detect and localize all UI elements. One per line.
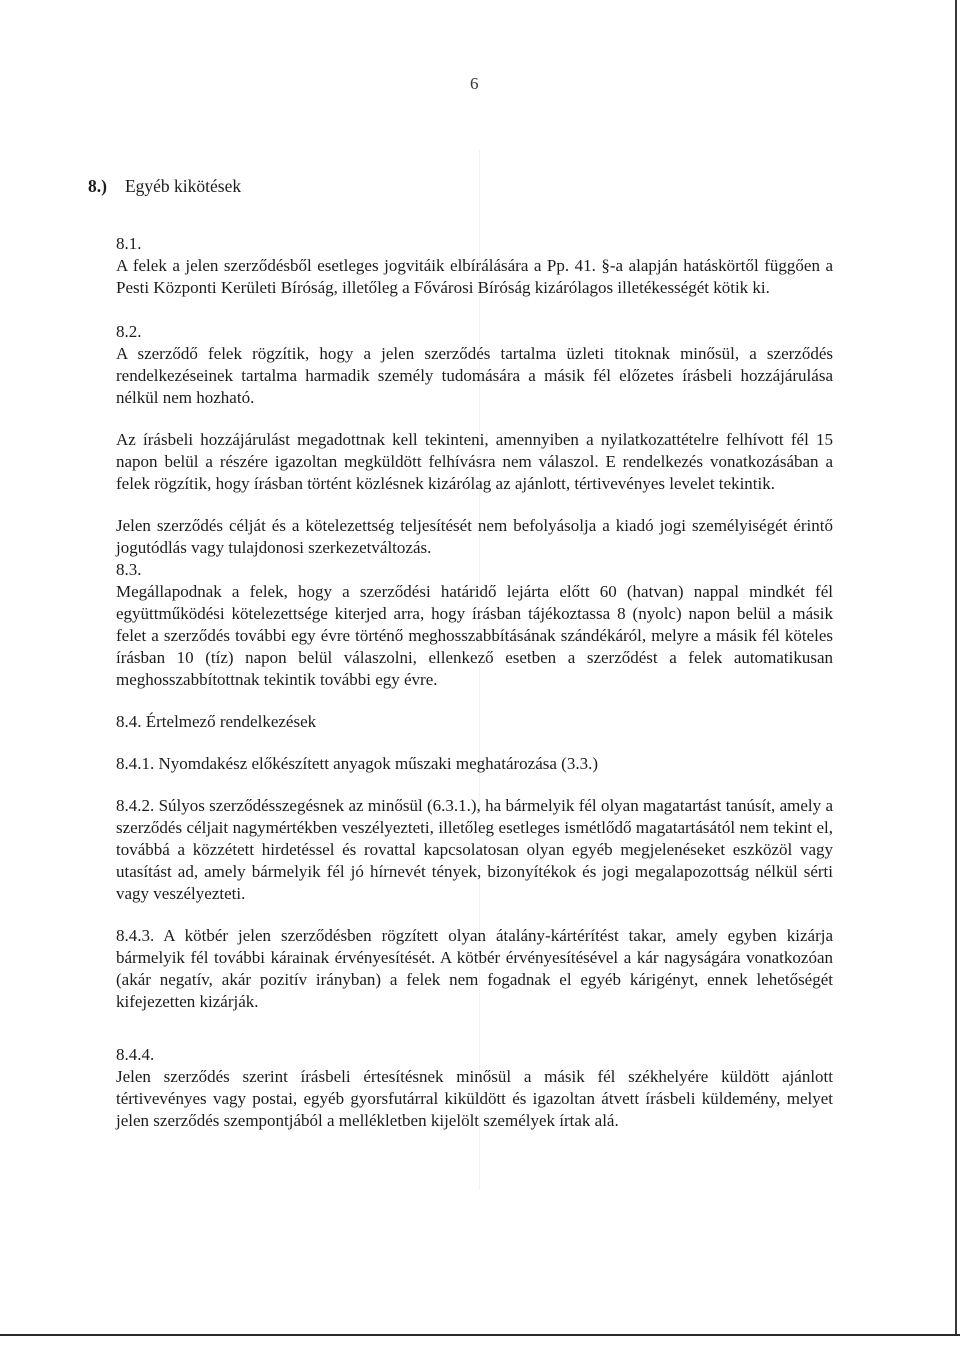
document-body: [116, 233, 833, 1132]
clause-8-4-3: 8.4.3. A kötbér jelen szerződésben rögzített olyan átalány-kártérítést takar, amely egyben kizárja bármelyik fél további kárainak érvényesítését. A kötbér érvényesítésével a kár nagyságára vonatkozóan (akár negatív, akár pozitív irányban) a felek nem fogadnak el egyéb kárigényt, ennek lehetőségét kifejezetten kizárják.: [116, 926, 833, 1011]
scan-bottom-edge: [0, 1334, 960, 1336]
clause-8-2-paragraph-3: Jelen szerződés célját és a kötelezettség teljesítését nem befolyásolja a kiadó jogi személyiségét érintő jogutódlás vagy tulajdonosi szerkezetváltozás.: [116, 516, 833, 557]
clause-8-3-label: 8.3.: [116, 560, 142, 579]
section-number: 8.): [88, 176, 107, 196]
section-heading: [88, 176, 241, 197]
clause-8-1-text: A felek a jelen szerződésből esetleges jogvitáik elbírálására a Pp. 41. §-a alapján hatáskörtől függően a Pesti Központi Kerületi Bíróság, illetőleg a Fővárosi Bíróság kizárólagos illetékességét kötik ki.: [116, 256, 833, 297]
scan-right-edge: [955, 0, 957, 1334]
section-title: Egyéb kikötések: [124, 176, 242, 196]
clause-8-4-heading: 8.4. Értelmező rendelkezések: [116, 712, 317, 731]
clause-8-2-label: 8.2.: [116, 322, 142, 341]
clause-8-4-4-label: 8.4.4.: [116, 1045, 155, 1064]
clause-8-4-4-text: Jelen szerződés szerint írásbeli értesítésnek minősül a másik fél székhelyére küldött ajánlott tértivevényes vagy postai, egyéb gyorsfutárral kiküldött és igazoltan átvett írásbeli küldemény, melyet jelen szerződés szempontjából a mellékletben kijelölt személyek írtak alá.: [116, 1067, 833, 1130]
page-number: 6: [470, 74, 479, 93]
clause-8-2-paragraph-1: A szerződő felek rögzítik, hogy a jelen szerződés tartalma üzleti titoknak minősül, a szerződés rendelkezéseinek tartalma harmadik személy tudomására a másik fél előzetes írásbeli hozzájárulása nélkül nem hozható.: [116, 344, 833, 407]
clause-8-2-paragraph-2: Az írásbeli hozzájárulást megadottnak kell tekinteni, amennyiben a nyilatkozattételre felhívott fél 15 napon belül a részére igazoltan megküldött felhívásra nem válaszol. E rendelkezés vonatkozásában a felek rögzítik, hogy írásban történt közlésnek kizárólag az ajánlott, tértivevényes levelet tekintik.: [116, 430, 833, 493]
clause-8-4-2: 8.4.2. Súlyos szerződésszegésnek az minősül (6.3.1.), ha bármelyik fél olyan magatartást tanúsít, amely a szerződés céljait nagymértékben veszélyezteti, illetőleg esetleges ismétlődő magatartásától nem tekint el, továbbá a közzétett hirdetéssel és rovattal kapcsolatosan olyan egyéb megjelenéseket eszközöl vagy utasítást ad, amely bármelyik fél jó hírnevét tények, bizonyítékok és jogi megalapozottság nélkül sérti vagy veszélyezteti.: [116, 796, 833, 903]
clause-8-3-text: Megállapodnak a felek, hogy a szerződési határidő lejárta előtt 60 (hatvan) nappal mindkét fél együttműködési kötelezettsége kiterjed arra, hogy írásban tájékoztassa 8 (nyolc) napon belül a másik felet a szerződés további egy évre történő meghosszabbításának szándékáról, melyre a másik fél köteles írásban 10 (tíz) napon belül válaszolni, ellenkező esetben a szerződést a felek automatikusan meghosszabbítottnak tekintik további egy évre.: [116, 582, 833, 689]
clause-8-1-label: 8.1.: [116, 234, 142, 253]
clause-8-4-1: 8.4.1. Nyomdakész előkészített anyagok műszaki meghatározása (3.3.): [116, 754, 598, 773]
